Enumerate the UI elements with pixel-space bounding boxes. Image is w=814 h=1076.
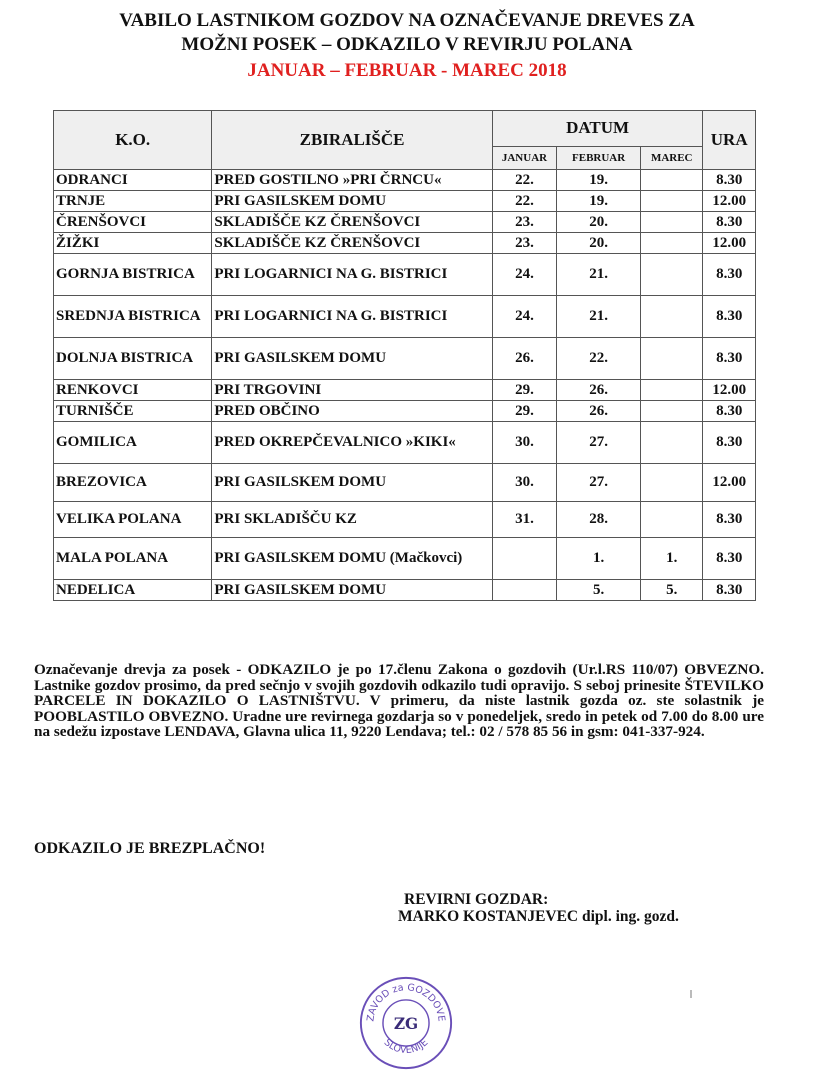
table-row	[54, 464, 756, 502]
cell-marec: 5.	[641, 580, 703, 601]
cell-zbiralisce: PRI GASILSKEM DOMU	[212, 338, 492, 380]
cell-zbiralisce: PRI TRGOVINI	[212, 380, 492, 401]
cell-januar: 22.	[492, 191, 556, 212]
table-row	[54, 401, 756, 422]
cell-ko: ČRENŠOVCI	[54, 212, 212, 233]
cell-februar: 20.	[557, 212, 641, 233]
cell-januar: 30.	[492, 464, 556, 502]
cell-februar: 20.	[557, 233, 641, 254]
cell-marec	[641, 338, 703, 380]
cell-januar: 29.	[492, 380, 556, 401]
cell-januar: 30.	[492, 422, 556, 464]
cell-zbiralisce: PRI GASILSKEM DOMU	[212, 464, 492, 502]
cell-zbiralisce: PRI GASILSKEM DOMU	[212, 191, 492, 212]
cell-ura: 12.00	[703, 464, 756, 502]
cell-februar: 26.	[557, 380, 641, 401]
cell-marec	[641, 212, 703, 233]
title-line-1: VABILO LASTNIKOM GOZDOV NA OZNAČEVANJE DREVES ZA	[119, 10, 695, 31]
cell-marec	[641, 191, 703, 212]
cell-ko: BREZOVICA	[54, 464, 212, 502]
cell-zbiralisce: PRI SKLADIŠČU KZ	[212, 502, 492, 538]
table-row	[54, 502, 756, 538]
cell-februar: 5.	[557, 580, 641, 601]
cell-ko: GOMILICA	[54, 422, 212, 464]
cell-januar: 24.	[492, 296, 556, 338]
title-period: JANUAR – FEBRUAR - MAREC 2018	[247, 60, 567, 81]
table-row	[54, 380, 756, 401]
cell-marec: 1.	[641, 538, 703, 580]
table-row	[54, 170, 756, 191]
cell-ura: 8.30	[703, 580, 756, 601]
schedule-body	[54, 170, 756, 601]
table-row	[54, 233, 756, 254]
cell-februar: 22.	[557, 338, 641, 380]
cell-februar: 19.	[557, 191, 641, 212]
cell-ura: 8.30	[703, 401, 756, 422]
cell-ura: 8.30	[703, 538, 756, 580]
stamp-initials: ZG	[393, 1014, 419, 1033]
cell-februar: 27.	[557, 464, 641, 502]
cell-ko: ŽIŽKI	[54, 233, 212, 254]
cell-zbiralisce: PRI LOGARNICI NA G. BISTRICI	[212, 254, 492, 296]
cell-marec	[641, 422, 703, 464]
cell-ura: 8.30	[703, 254, 756, 296]
header-ko: K.O.	[54, 111, 212, 170]
cell-februar: 21.	[557, 296, 641, 338]
cell-ko: TURNIŠČE	[54, 401, 212, 422]
header-januar: JANUAR	[492, 146, 556, 169]
cell-marec	[641, 233, 703, 254]
table-row	[54, 212, 756, 233]
cell-februar: 1.	[557, 538, 641, 580]
cell-zbiralisce: PRI GASILSKEM DOMU (Mačkovci)	[212, 538, 492, 580]
cell-zbiralisce: PRI GASILSKEM DOMU	[212, 580, 492, 601]
cell-marec	[641, 296, 703, 338]
cell-ura: 12.00	[703, 191, 756, 212]
cell-ura: 12.00	[703, 233, 756, 254]
table-row	[54, 191, 756, 212]
cell-januar	[492, 580, 556, 601]
header-februar: FEBRUAR	[557, 146, 641, 169]
cell-marec	[641, 502, 703, 538]
cell-ura: 8.30	[703, 502, 756, 538]
cell-januar: 31.	[492, 502, 556, 538]
forest-service-stamp	[358, 975, 454, 1071]
cell-januar: 22.	[492, 170, 556, 191]
cell-ko: ODRANCI	[54, 170, 212, 191]
svg-text:SLOVENIJE	[382, 1037, 431, 1056]
stamp-top-text: ZAVOD za GOZDOVE	[365, 982, 447, 1023]
signature-role: REVIRNI GOZDAR:	[404, 891, 549, 908]
cell-ura: 8.30	[703, 212, 756, 233]
info-paragraph: Označevanje drevja za posek - ODKAZILO je po 17.členu Zakona o gozdovih (Ur.l.RS 110/07) OBVEZNO. Lastnike gozdov prosimo, da pred sečnjo v svojih gozdovih odkazilo tudi opravijo. S seboj prinesite ŠTEVILKO PARCELE IN DOKAZILO O LASTNIŠTVU. V primeru, da niste lastnik gozda oz. ste solastnik je POOBLASTILO OBVEZNO. Uradne ure revirnega gozdarja so v ponedeljek, sredo in petek od 7.00 do 8.00 ure na sedežu izpostave LENDAVA, Glavna ulica 11, 9220 Lendava; tel.: 02 / 578 85 56 in gsm: 041-337-924.	[34, 661, 764, 740]
cell-zbiralisce: PRED OKREPČEVALNICO »KIKI«	[212, 422, 492, 464]
cell-januar: 24.	[492, 254, 556, 296]
schedule-table	[53, 110, 756, 601]
cell-ko: NEDELICA	[54, 580, 212, 601]
cell-marec	[641, 380, 703, 401]
cell-zbiralisce: PRI LOGARNICI NA G. BISTRICI	[212, 296, 492, 338]
table-row	[54, 338, 756, 380]
cell-januar: 26.	[492, 338, 556, 380]
cell-januar: 23.	[492, 233, 556, 254]
cell-marec	[641, 170, 703, 191]
cell-marec	[641, 401, 703, 422]
cell-februar: 28.	[557, 502, 641, 538]
table-row	[54, 580, 756, 601]
cell-ko: GORNJA BISTRICA	[54, 254, 212, 296]
cell-ura: 8.30	[703, 338, 756, 380]
cell-februar: 26.	[557, 401, 641, 422]
cell-januar	[492, 538, 556, 580]
stamp-bottom-text: SLOVENIJE	[381, 1037, 431, 1057]
cell-marec	[641, 254, 703, 296]
cell-januar: 23.	[492, 212, 556, 233]
cell-ko: RENKOVCI	[54, 380, 212, 401]
table-row	[54, 296, 756, 338]
cell-ko: SREDNJA BISTRICA	[54, 296, 212, 338]
cell-februar: 21.	[557, 254, 641, 296]
table-row	[54, 254, 756, 296]
cell-ko: VELIKA POLANA	[54, 502, 212, 538]
cell-ko: DOLNJA BISTRICA	[54, 338, 212, 380]
free-note: ODKAZILO JE BREZPLAČNO!	[34, 840, 266, 857]
scan-mark	[690, 990, 692, 998]
cell-zbiralisce: SKLADIŠČE KZ ČRENŠOVCI	[212, 212, 492, 233]
cell-februar: 19.	[557, 170, 641, 191]
cell-zbiralisce: PRED GOSTILNO »PRI ČRNCU«	[212, 170, 492, 191]
cell-ko: MALA POLANA	[54, 538, 212, 580]
cell-ura: 8.30	[703, 170, 756, 191]
header-marec: MAREC	[641, 146, 703, 169]
header-datum: DATUM	[492, 111, 703, 147]
table-row	[54, 538, 756, 580]
signature-name: MARKO KOSTANJEVEC dipl. ing. gozd.	[398, 908, 679, 925]
cell-ura: 12.00	[703, 380, 756, 401]
header-ura: URA	[703, 111, 756, 170]
cell-zbiralisce: PRED OBČINO	[212, 401, 492, 422]
cell-ko: TRNJE	[54, 191, 212, 212]
cell-zbiralisce: SKLADIŠČE KZ ČRENŠOVCI	[212, 233, 492, 254]
cell-ura: 8.30	[703, 296, 756, 338]
header-zbiralisce: ZBIRALIŠČE	[212, 111, 492, 170]
cell-februar: 27.	[557, 422, 641, 464]
table-row	[54, 422, 756, 464]
title-line-2: MOŽNI POSEK – ODKAZILO V REVIRJU POLANA	[181, 34, 633, 55]
cell-marec	[641, 464, 703, 502]
cell-ura: 8.30	[703, 422, 756, 464]
cell-januar: 29.	[492, 401, 556, 422]
